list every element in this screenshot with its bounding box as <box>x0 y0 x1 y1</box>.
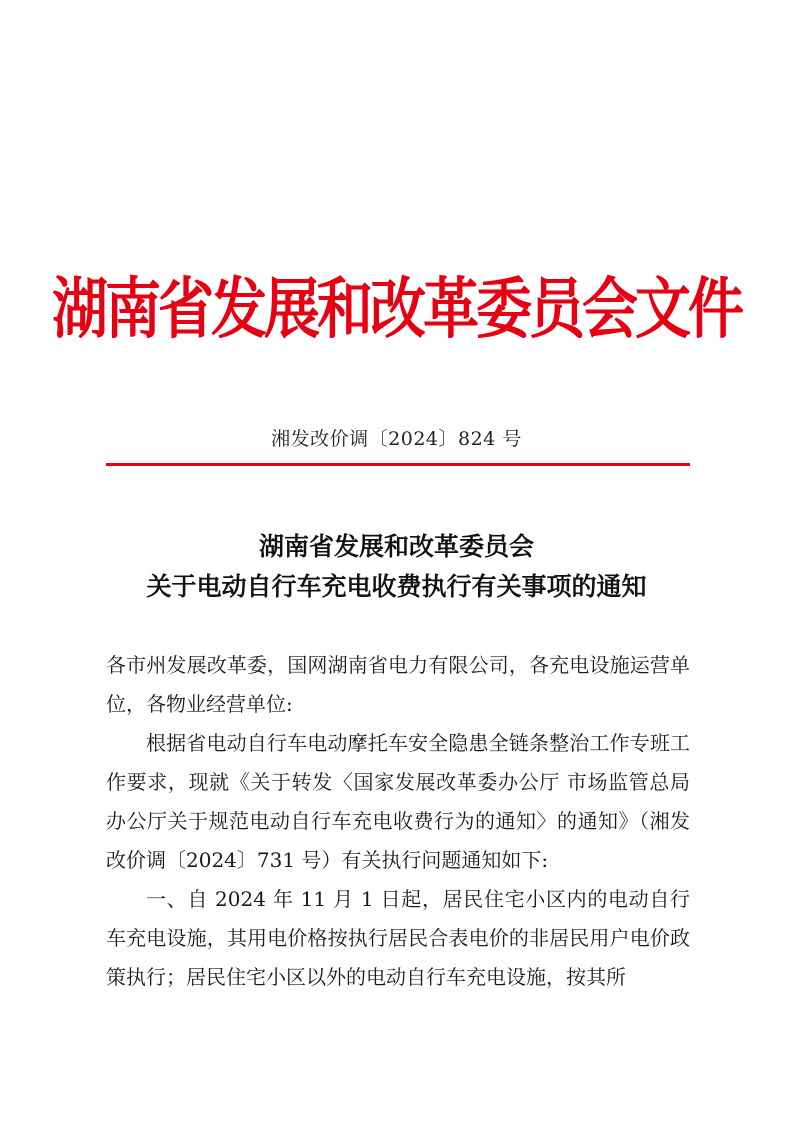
notice-body <box>106 646 690 997</box>
notice-title-line-2: 关于电动自行车充电收费执行有关事项的通知 <box>146 572 647 601</box>
notice-title-line-1: 湖南省发展和改革委员会 <box>258 532 534 561</box>
body-paragraph-2: 一、自 2024 年 11 月 1 日起，居民住宅小区内的电动自行车充电设施，其用电价格按执行居民合表电价的非居民用户电价政策执行；居民住宅小区以外的电动自行车充电设施，按其所 <box>106 887 690 989</box>
notice-title <box>0 527 793 607</box>
document-number: 湘发改价调〔2024〕824 号 <box>271 428 522 450</box>
header-divider-line <box>106 463 690 466</box>
issuer-header-title: 湖南省发展和改革委员会文件 <box>52 271 741 348</box>
body-paragraph-1: 根据省电动自行车电动摩托车安全隐患全链条整治工作专班工作要求，现就《关于转发〈国家发展改革委办公厅 市场监管总局办公厅关于规范电动自行车充电收费行为的通知〉的通知》（湘发改价调〔2024〕731 号）有关执行问题通知如下: <box>106 731 690 872</box>
addressees-paragraph: 各市州发展改革委，国网湖南省电力有限公司，各充电设施运营单位，各物业经营单位: <box>106 653 690 716</box>
